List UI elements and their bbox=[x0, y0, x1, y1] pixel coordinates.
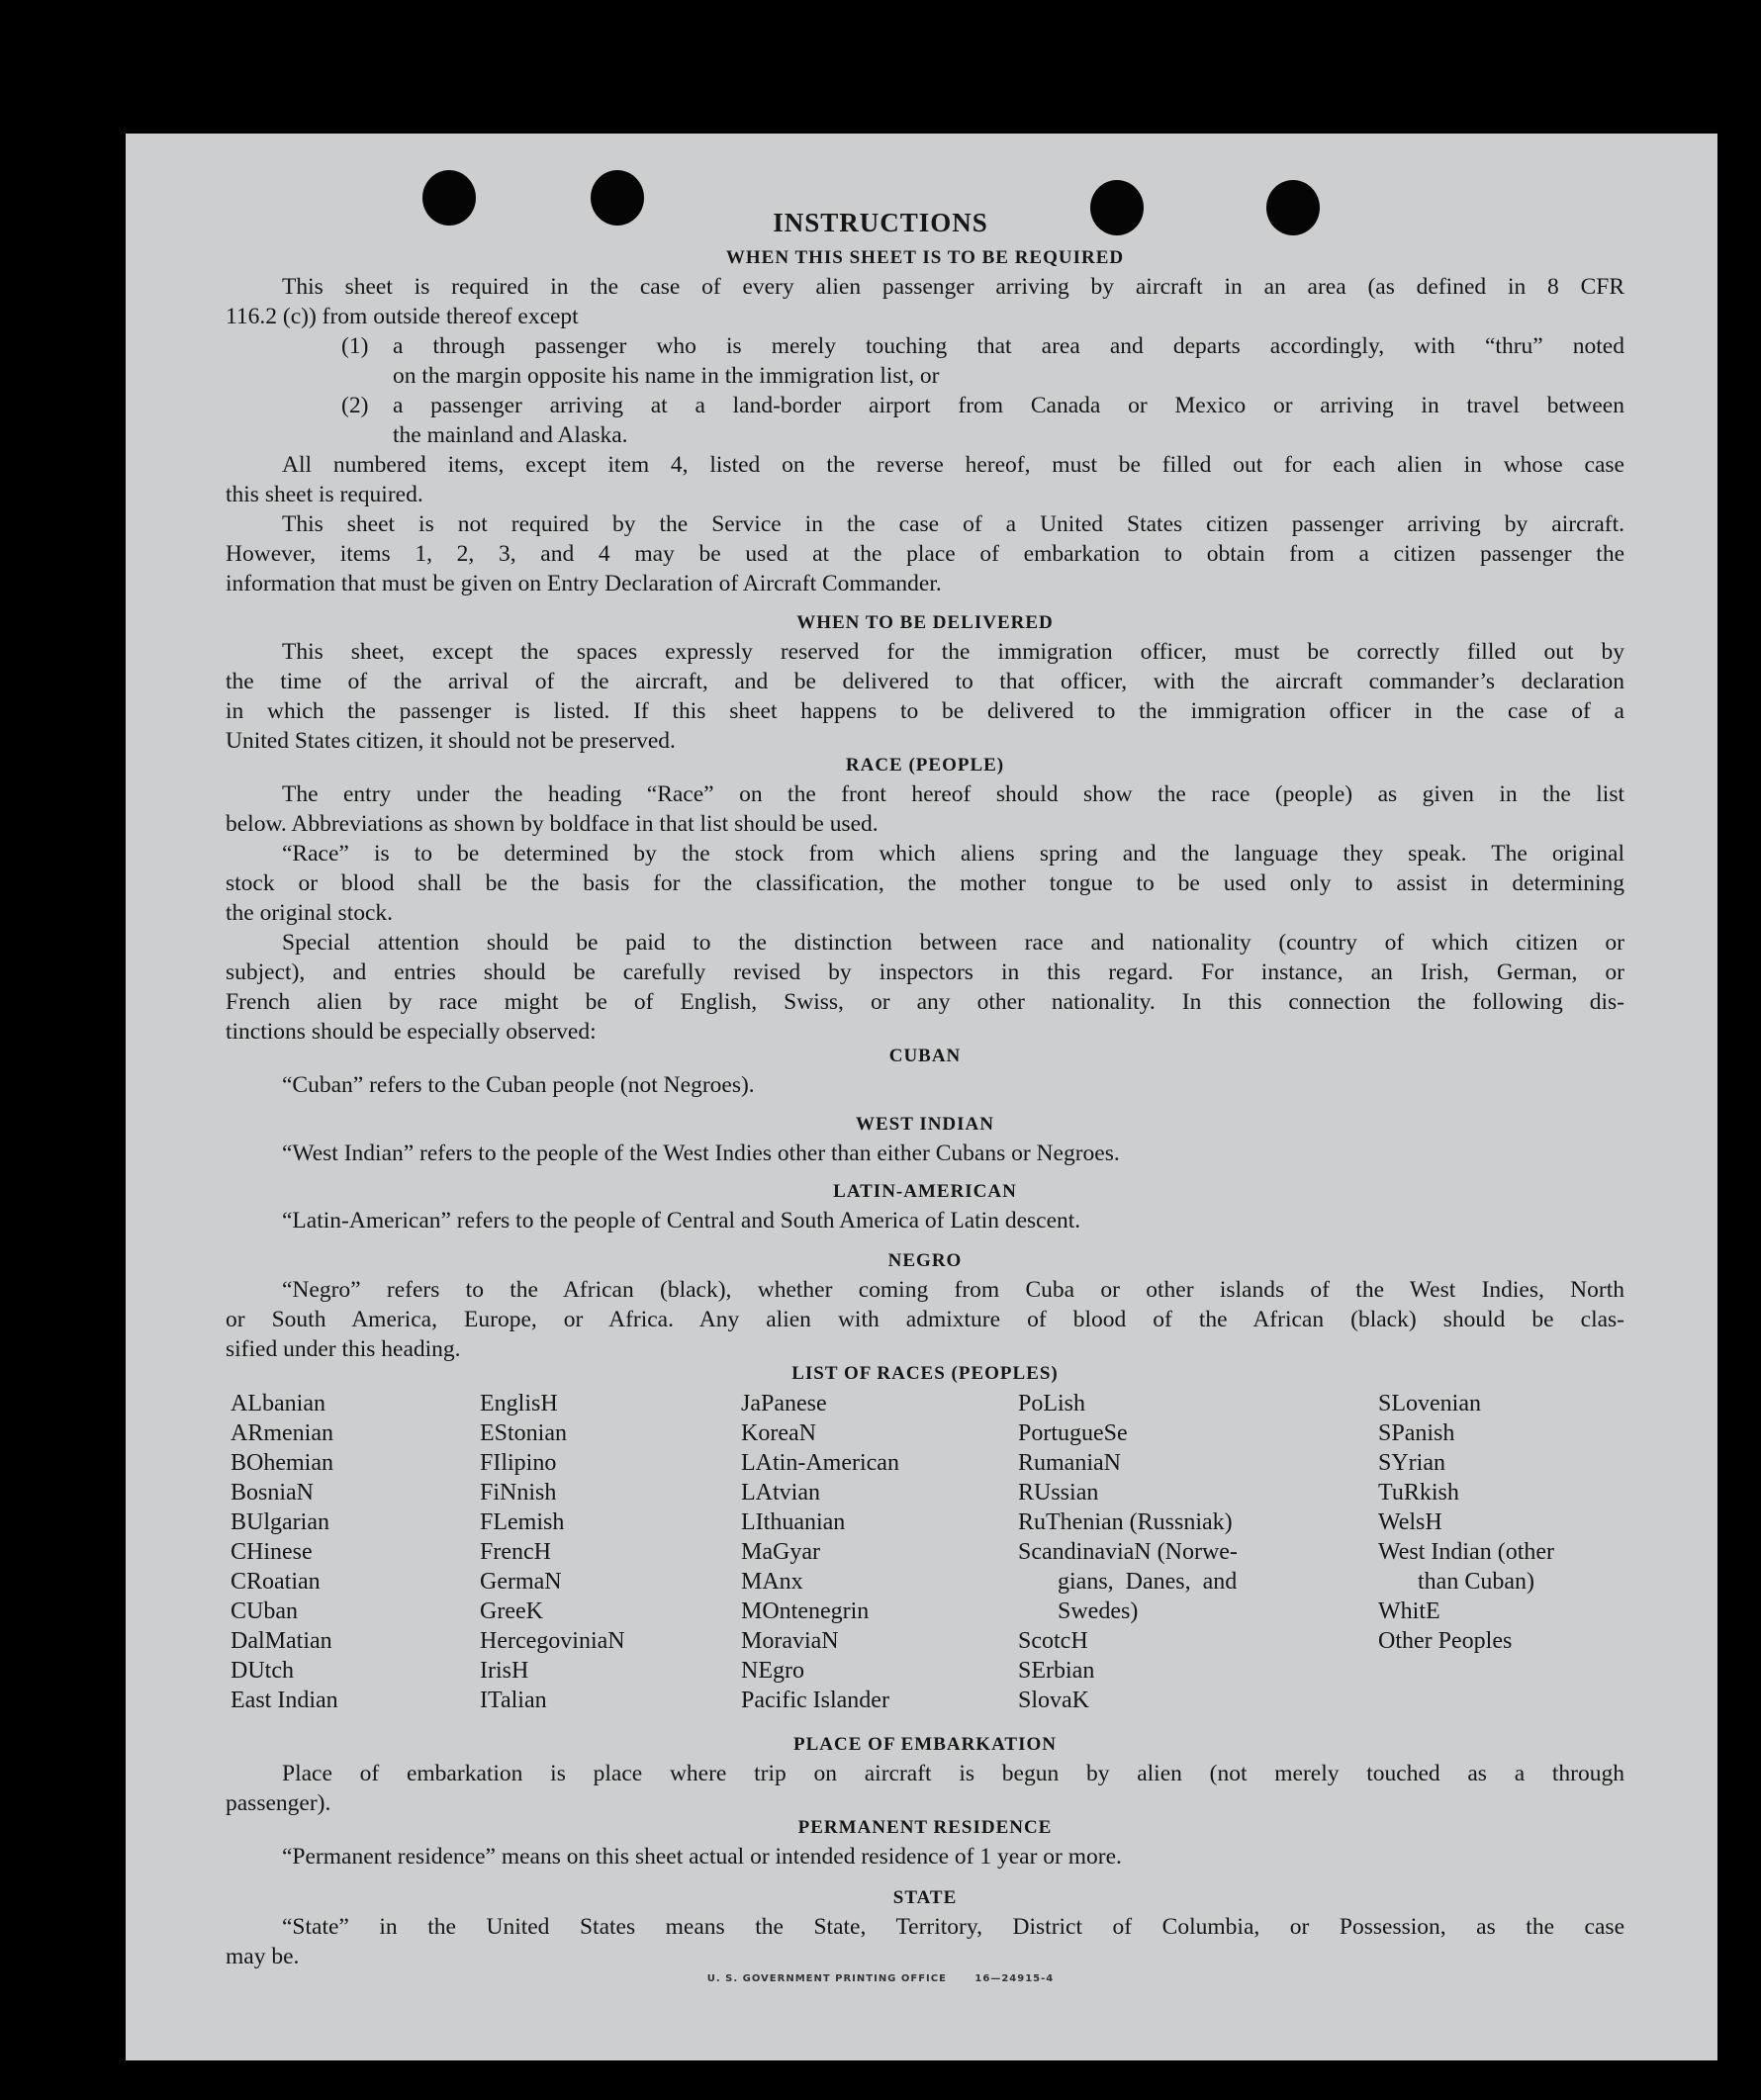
text-line: United States citizen, it should not be preserved. bbox=[226, 728, 676, 754]
section-latin-american bbox=[226, 1178, 1624, 1235]
race-entry: FrencH bbox=[480, 1539, 551, 1565]
section-when-required bbox=[226, 244, 1624, 598]
race-entry: SLovenian bbox=[1378, 1391, 1481, 1416]
paragraph bbox=[226, 779, 1624, 839]
item-number: (1) bbox=[341, 333, 369, 359]
text-line: “West Indian” refers to the people of the West Indies other than either Cubans or Negroes. bbox=[282, 1141, 1120, 1166]
item-number: (2) bbox=[341, 393, 369, 418]
section-heading: LATIN-AMERICAN bbox=[833, 1181, 1017, 1202]
race-entry: PortugueSe bbox=[1018, 1420, 1128, 1446]
list-item bbox=[226, 391, 1624, 450]
paragraph bbox=[226, 509, 1624, 598]
section-permanent-residence bbox=[226, 1814, 1624, 1872]
section-heading: PERMANENT RESIDENCE bbox=[797, 1817, 1053, 1838]
text-line: sified under this heading. bbox=[226, 1336, 461, 1362]
race-entry: DalMatian bbox=[231, 1628, 332, 1654]
paragraph bbox=[226, 1759, 1624, 1818]
race-entry: than Cuban) bbox=[1406, 1569, 1534, 1595]
section-heading: PLACE OF EMBARKATION bbox=[793, 1734, 1057, 1755]
race-entry: ITalian bbox=[480, 1688, 547, 1713]
race-entry: CRoatian bbox=[231, 1569, 321, 1595]
paragraph bbox=[226, 272, 1624, 331]
race-entry: DUtch bbox=[231, 1658, 294, 1684]
text-line: “Cuban” refers to the Cuban people (not Negroes). bbox=[282, 1072, 755, 1098]
race-entry: CHinese bbox=[231, 1539, 313, 1565]
paragraph bbox=[226, 1070, 1624, 1100]
races-column bbox=[741, 1389, 899, 1715]
races-column bbox=[1018, 1389, 1238, 1715]
section-heading: WEST INDIAN bbox=[856, 1114, 994, 1135]
text-line: French alien by race might be of English, Swiss, or any other nationality. In this connection the following dis- bbox=[226, 989, 1624, 1015]
race-entry: LAtvian bbox=[741, 1480, 820, 1506]
text-line: “Negro” refers to the African (black), whether coming from Cuba or other islands of the West Indies, North bbox=[282, 1277, 1624, 1303]
text-line: 116.2 (c)) from outside thereof except bbox=[226, 304, 579, 329]
race-entry: WhitE bbox=[1378, 1598, 1440, 1624]
text-line: may be. bbox=[226, 1944, 300, 1969]
race-entry: MOntenegrin bbox=[741, 1598, 870, 1624]
text-line: All numbered items, except item 4, listed on the reverse hereof, must be filled out for each alien in whose case bbox=[282, 452, 1624, 478]
text-line: stock or blood shall be the basis for the classification, the mother tongue to be used only to assist in determining bbox=[226, 870, 1624, 896]
race-entry: BOhemian bbox=[231, 1450, 333, 1476]
race-entry: West Indian (other bbox=[1378, 1539, 1555, 1565]
race-entry: Pacific Islander bbox=[741, 1688, 889, 1713]
race-entry: EStonian bbox=[480, 1420, 567, 1446]
paragraph bbox=[226, 1912, 1624, 1971]
paragraph bbox=[226, 450, 1624, 509]
races-column bbox=[480, 1389, 625, 1715]
paragraph bbox=[226, 637, 1624, 756]
races-heading-block bbox=[226, 1360, 1624, 1388]
race-entry: ARmenian bbox=[231, 1420, 333, 1446]
section-heading: WHEN THIS SHEET IS TO BE REQUIRED bbox=[725, 247, 1125, 268]
text-line: information that must be given on Entry Declaration of Aircraft Commander. bbox=[226, 571, 942, 596]
paragraph bbox=[226, 1206, 1624, 1235]
race-entry: EnglisH bbox=[480, 1391, 558, 1416]
item-text bbox=[393, 391, 1624, 450]
race-entry: BUlgarian bbox=[231, 1509, 329, 1535]
races-column bbox=[231, 1389, 338, 1715]
race-entry: KoreaN bbox=[741, 1420, 816, 1446]
text-line: on the margin opposite his name in the immigration list, or bbox=[393, 363, 940, 389]
item-text bbox=[393, 331, 1624, 391]
race-entry: BosniaN bbox=[231, 1480, 314, 1506]
race-entry: Other Peoples bbox=[1378, 1628, 1513, 1654]
race-entry: IrisH bbox=[480, 1658, 529, 1684]
text-line: However, items 1, 2, 3, and 4 may be used at the place of embarkation to obtain from a citizen passenger the bbox=[226, 541, 1624, 567]
race-entry: WelsH bbox=[1378, 1509, 1442, 1535]
race-entry: NEgro bbox=[741, 1658, 804, 1684]
race-entry: SPanish bbox=[1378, 1420, 1455, 1446]
race-entry: RumaniaN bbox=[1018, 1450, 1121, 1476]
page-title: INSTRUCTIONS bbox=[773, 208, 988, 237]
text-line: tinctions should be especially observed: bbox=[226, 1019, 597, 1045]
text-line: below. Abbreviations as shown by boldface in that list should be used. bbox=[226, 811, 879, 837]
paragraph bbox=[226, 839, 1624, 928]
list-item bbox=[226, 331, 1624, 391]
text-line: Special attention should be paid to the distinction between race and nationality (country of which citizen or bbox=[282, 930, 1624, 956]
race-entry: SYrian bbox=[1378, 1450, 1445, 1476]
text-line: This sheet is not required by the Service in the case of a United States citizen passenger arriving by aircraft. bbox=[282, 511, 1624, 537]
race-entry: RuThenian (Russniak) bbox=[1018, 1509, 1233, 1535]
race-entry: TuRkish bbox=[1378, 1480, 1459, 1506]
race-entry: gians, Danes, and bbox=[1046, 1569, 1238, 1595]
text-line: the mainland and Alaska. bbox=[393, 422, 628, 448]
section-state bbox=[226, 1884, 1624, 1971]
text-line: the time of the arrival of the aircraft, and be delivered to that officer, with the aircraft commander’s declaration bbox=[226, 669, 1624, 694]
section-heading: RACE (PEOPLE) bbox=[845, 755, 1005, 776]
paragraph bbox=[226, 1139, 1624, 1168]
paragraph bbox=[226, 1842, 1624, 1872]
section-when-delivered bbox=[226, 609, 1624, 756]
section-heading: WHEN TO BE DELIVERED bbox=[796, 612, 1054, 633]
section-heading: CUBAN bbox=[888, 1046, 962, 1066]
form-number: 16—24915-4 bbox=[974, 1973, 1055, 1984]
section-heading: STATE bbox=[892, 1887, 958, 1908]
text-line: “Race” is to be determined by the stock from which aliens spring and the language they speak. The original bbox=[282, 841, 1624, 867]
race-entry: LAtin-American bbox=[741, 1450, 899, 1476]
race-entry: FIlipino bbox=[480, 1450, 557, 1476]
section-race bbox=[226, 752, 1624, 1047]
text-line: in which the passenger is listed. If this sheet happens to be delivered to the immigration officer in the case of a bbox=[226, 698, 1624, 724]
section-cuban bbox=[226, 1043, 1624, 1100]
race-entry: GermaN bbox=[480, 1569, 562, 1595]
race-entry: ScandinaviaN (Norwe- bbox=[1018, 1539, 1238, 1565]
race-entry: HercegoviniaN bbox=[480, 1628, 625, 1654]
section-heading: LIST OF RACES (PEOPLES) bbox=[791, 1363, 1059, 1384]
text-line: Place of embarkation is place where trip on aircraft is begun by alien (not merely touched as a through bbox=[282, 1761, 1624, 1786]
section-embarkation bbox=[226, 1731, 1624, 1818]
text-line: This sheet, except the spaces expressly reserved for the immigration officer, must be correctly filled out by bbox=[282, 639, 1624, 665]
text-line: This sheet is required in the case of every alien passenger arriving by aircraft in an area (as defined in 8 CFR bbox=[282, 274, 1624, 300]
race-entry: LIthuanian bbox=[741, 1509, 846, 1535]
race-entry: FiNnish bbox=[480, 1480, 557, 1506]
text-line: “Latin-American” refers to the people of Central and South America of Latin descent. bbox=[282, 1208, 1081, 1233]
paragraph bbox=[226, 1275, 1624, 1364]
race-entry: East Indian bbox=[231, 1688, 338, 1713]
race-entry: ALbanian bbox=[231, 1391, 325, 1416]
race-entry: GreeK bbox=[480, 1598, 543, 1624]
section-west-indian bbox=[226, 1111, 1624, 1168]
text-line: The entry under the heading “Race” on the front hereof should show the race (people) as given in the list bbox=[282, 781, 1624, 807]
race-entry: FLemish bbox=[480, 1509, 565, 1535]
race-entry: SlovaK bbox=[1018, 1688, 1089, 1713]
race-entry: JaPanese bbox=[741, 1391, 827, 1416]
race-entry: CUban bbox=[231, 1598, 298, 1624]
text-line: passenger). bbox=[226, 1790, 331, 1816]
race-entry: MaGyar bbox=[741, 1539, 820, 1565]
section-heading: NEGRO bbox=[887, 1250, 963, 1271]
text-line: this sheet is required. bbox=[226, 482, 423, 507]
text-line: or South America, Europe, or Africa. Any alien with admixture of blood of the African (black) should be clas- bbox=[226, 1307, 1624, 1332]
race-entry: MoraviaN bbox=[741, 1628, 839, 1654]
text-line: a passenger arriving at a land-border airport from Canada or Mexico or arriving in travel between bbox=[393, 393, 1624, 418]
text-line: subject), and entries should be carefully revised by inspectors in this regard. For instance, an Irish, German, or bbox=[226, 959, 1624, 985]
section-negro bbox=[226, 1247, 1624, 1364]
printer-imprint: U. S. GOVERNMENT PRINTING OFFICE bbox=[706, 1973, 947, 1984]
text-line: “State” in the United States means the State, Territory, District of Columbia, or Possession, as the case bbox=[282, 1914, 1624, 1940]
footer bbox=[0, 1973, 1761, 1984]
race-entry: PoLish bbox=[1018, 1391, 1086, 1416]
text-line: the original stock. bbox=[226, 900, 394, 926]
race-entry: RUssian bbox=[1018, 1480, 1099, 1506]
race-entry: ScotcH bbox=[1018, 1628, 1088, 1654]
race-entry: MAnx bbox=[741, 1569, 803, 1595]
race-entry: Swedes) bbox=[1046, 1598, 1139, 1624]
race-entry: SErbian bbox=[1018, 1658, 1095, 1684]
paragraph bbox=[226, 928, 1624, 1047]
text-line: “Permanent residence” means on this sheet actual or intended residence of 1 year or more. bbox=[282, 1844, 1122, 1870]
races-column bbox=[1378, 1389, 1554, 1656]
text-line: a through passenger who is merely touching that area and departs accordingly, with “thru” noted bbox=[393, 333, 1624, 359]
